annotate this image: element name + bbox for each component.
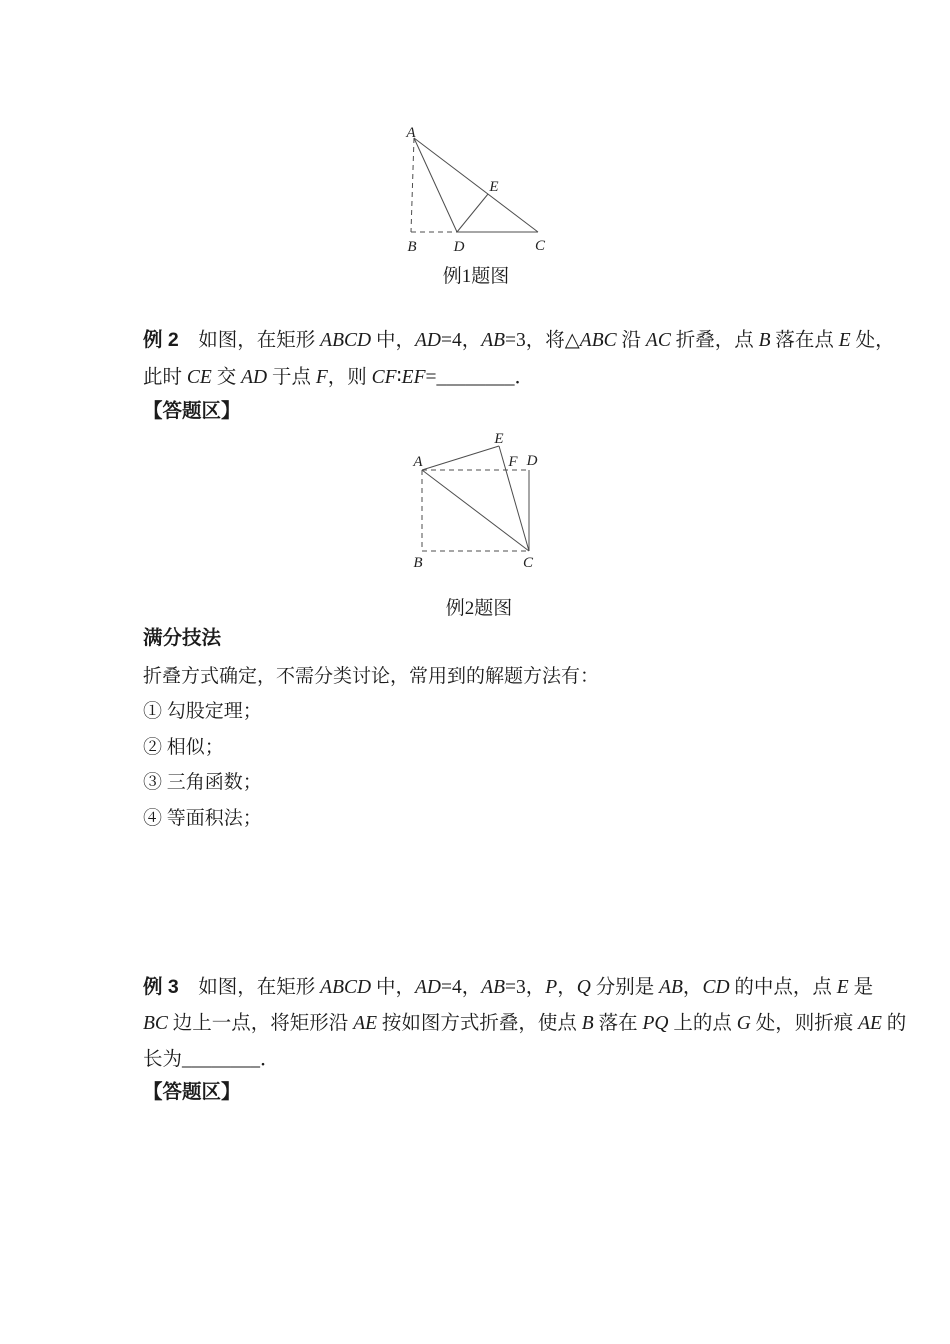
text-run: =________． [425,367,534,388]
text-run: ， [682,977,703,998]
technique-item-3: ③ 三角函数； [143,772,262,794]
figure-edge-AC [422,470,529,551]
technique-intro: 折叠方式确定，不需分类讨论，常用到的解题方法有： [143,666,600,687]
problem2-text [143,322,895,396]
vertex-label-C: C [522,555,534,571]
math-variable: CD [702,977,730,998]
math-variable: AB [481,977,506,998]
text-run: ，则 [327,367,372,388]
math-variable: AB [481,330,506,351]
math-variable: PQ [642,1013,669,1034]
text-run: 如图，在矩形 [178,330,321,351]
figure-example2-caption: 例2题图 [445,598,513,619]
text-run: =3，将△ [505,330,580,351]
vertex-label-C: C [534,238,546,254]
math-variable: CE [186,367,212,388]
text-run: 边上一点，将矩形沿 [167,1013,354,1034]
problem-number: 例 3 [143,976,179,998]
problem3-text [143,969,906,1078]
math-variable: AE [858,1013,882,1034]
figure-example1-caption: 例1题图 [442,266,510,287]
text-run: ， [557,977,577,998]
text-run: 处，则折痕 [750,1013,859,1034]
math-variable: F [315,367,328,388]
math-variable: G [736,1013,751,1034]
math-variable: E [836,977,849,998]
math-variable: B [581,1013,594,1034]
text-run: 沿 [616,330,646,351]
text-run: 分别是 [590,977,660,998]
text-run: 是 [848,977,874,998]
math-variable: Q [576,977,591,998]
text-run: 交 [211,367,242,388]
math-variable: AB [659,977,683,998]
text-run: =4， [440,330,482,351]
text-run: 处， [850,330,895,351]
text-run: 此时 [143,367,187,388]
problem3-line-2 [143,1006,906,1042]
text-run: =4， [440,977,482,998]
math-variable: P [545,977,558,998]
text-run: 的中点，点 [729,977,837,998]
math-variable: AE [353,1013,378,1034]
vertex-label-A: A [413,454,423,470]
text-run: 落在 [593,1013,643,1034]
vertex-label-D: D [453,239,465,255]
text-run: 的 [881,1013,907,1034]
math-variable: ABCD [320,977,372,998]
problem-number: 例 2 [143,329,179,351]
math-variable: AD [414,330,441,351]
vertex-label-D: D [526,453,538,469]
text-run: 中， [371,977,415,998]
figure-edge-AC [414,138,538,232]
math-variable: AD [241,367,268,388]
text-run: 折叠，点 [670,330,759,351]
math-variable: AC [645,330,671,351]
math-variable: EF [401,367,426,388]
technique-item-2: ② 相似； [143,736,224,758]
math-variable: BC [143,1013,168,1034]
math-variable: E [838,330,851,351]
figure-example1-diagram [390,115,562,257]
figure-edge-DE [457,194,488,232]
technique-body [143,659,599,836]
math-variable: ABCD [320,330,372,351]
figure-edge-AB [411,138,414,232]
text-run: 落在点 [770,330,839,351]
answer-area-label-1: 【答题区】 [143,400,241,422]
text-run: 按如图方式折叠，使点 [377,1013,582,1034]
text-run: 中， [371,330,415,351]
problem3-line-3 [143,1042,906,1078]
vertex-label-E: E [489,179,499,195]
text-run: 长为________． [143,1049,280,1070]
vertex-label-B: B [407,239,417,255]
math-variable: AD [414,977,441,998]
math-variable: CF [371,367,397,388]
technique-item-4: ④ 等面积法； [143,807,262,829]
text-run: 于点 [267,367,316,388]
figure-example2-diagram [400,428,558,576]
vertex-label-F: F [508,454,518,470]
figure-edge-AE [422,446,499,470]
text-run: 如图，在矩形 [178,977,321,998]
vertex-label-E: E [494,431,504,447]
problem2-line-1 [143,322,895,359]
answer-area-label-2: 【答题区】 [143,1081,241,1103]
vertex-label-B: B [413,555,423,571]
math-variable: B [758,330,771,351]
text-run: =3， [505,977,546,998]
technique-heading: 满分技法 [143,627,222,649]
technique-item-1: ① 勾股定理； [143,701,262,723]
text-run: 上的点 [668,1013,737,1034]
text-run: ∶ [396,367,402,388]
figure-edge-AD [414,138,457,232]
math-variable: ABC [579,330,617,351]
problem3-line-1 [143,969,906,1006]
vertex-label-A: A [406,125,416,141]
problem2-line-2 [143,359,895,396]
